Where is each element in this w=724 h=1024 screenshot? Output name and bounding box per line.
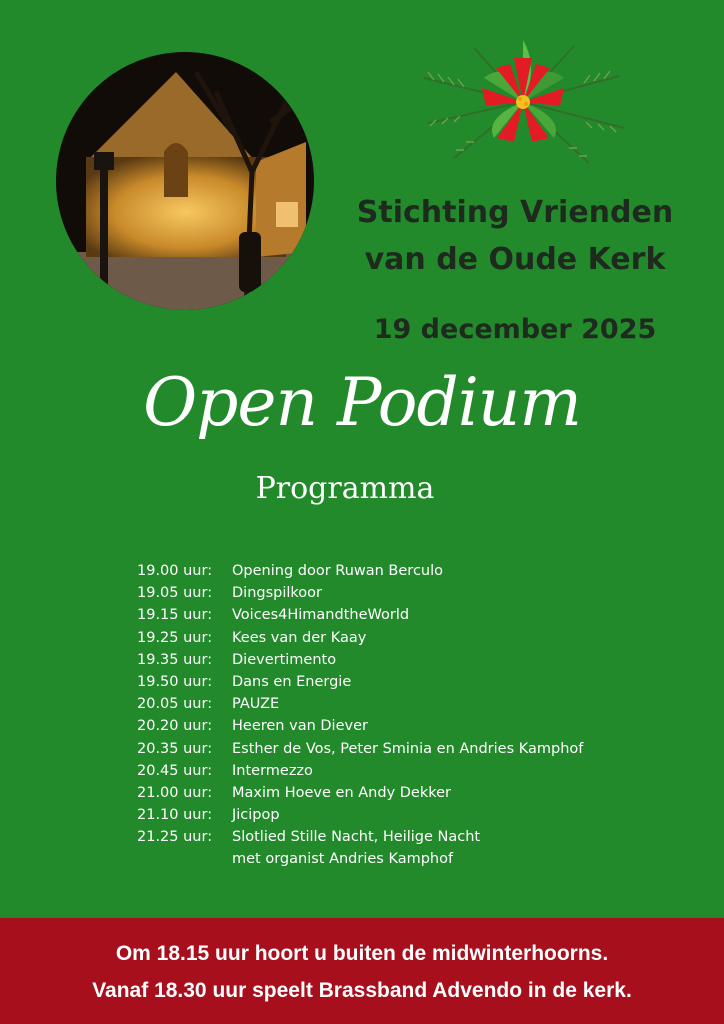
event-date: 19 december 2025 <box>373 314 657 345</box>
program-row <box>137 826 717 848</box>
program-act: PAUZE <box>232 696 280 713</box>
program-list <box>137 560 717 871</box>
program-heading: Programma <box>255 471 435 506</box>
program-act: Voices4HimandtheWorld <box>232 607 410 624</box>
program-row <box>137 804 717 826</box>
program-row <box>137 560 717 582</box>
program-act: Heeren van Diever <box>232 718 368 735</box>
program-time: 19.50 uur: <box>137 673 213 690</box>
program-time: 19.25 uur: <box>137 629 213 646</box>
program-row <box>137 671 717 693</box>
program-time: 19.15 uur: <box>137 607 213 624</box>
program-row <box>137 649 717 671</box>
program-act: Esther de Vos, Peter Sminia en Andries Kamphof <box>232 740 584 757</box>
program-time: 21.25 uur: <box>137 829 213 846</box>
church-photo <box>56 52 314 310</box>
program-row <box>137 582 717 604</box>
program-act: Jicipop <box>232 807 280 824</box>
organization-name-line2: van de Oude Kerk <box>364 242 666 277</box>
program-time: 19.35 uur: <box>137 651 213 668</box>
footer-banner <box>0 918 724 1024</box>
program-act: Slotlied Stille Nacht, Heilige Nacht <box>232 829 481 846</box>
event-title: Open Podium <box>143 364 581 441</box>
program-act: Dingspilkoor <box>232 585 322 602</box>
poinsettia-decoration <box>414 38 632 166</box>
program-time: 20.45 uur: <box>137 762 213 779</box>
program-time: 21.00 uur: <box>137 784 213 801</box>
program-row <box>137 604 717 626</box>
program-row <box>137 782 717 804</box>
program-act: Dans en Energie <box>232 673 352 690</box>
program-act: Dievertimento <box>232 651 337 668</box>
program-row <box>137 848 717 870</box>
program-time: 21.10 uur: <box>137 807 213 824</box>
program-time: 20.05 uur: <box>137 696 213 713</box>
program-time <box>137 848 232 870</box>
program-row <box>137 760 717 782</box>
program-act: met organist Andries Kamphof <box>232 851 454 868</box>
program-act: Kees van der Kaay <box>232 629 367 646</box>
organization-name-line1: Stichting Vrienden <box>356 195 674 230</box>
footer-line2: Vanaf 18.30 uur speelt Brassband Advendo in de kerk. <box>92 979 632 1002</box>
program-time: 20.35 uur: <box>137 740 213 757</box>
program-act: Opening door Ruwan Berculo <box>232 563 444 579</box>
program-row <box>137 738 717 760</box>
program-time: 20.20 uur: <box>137 718 213 735</box>
program-time: 19.00 uur: <box>137 563 213 579</box>
footer-line1: Om 18.15 uur hoort u buiten de midwinterhoorns. <box>115 942 609 965</box>
program-time: 19.05 uur: <box>137 585 213 602</box>
program-row <box>137 693 717 715</box>
program-act: Intermezzo <box>232 762 313 779</box>
program-row <box>137 627 717 649</box>
program-act: Maxim Hoeve en Andy Dekker <box>232 784 452 801</box>
program-row <box>137 715 717 737</box>
